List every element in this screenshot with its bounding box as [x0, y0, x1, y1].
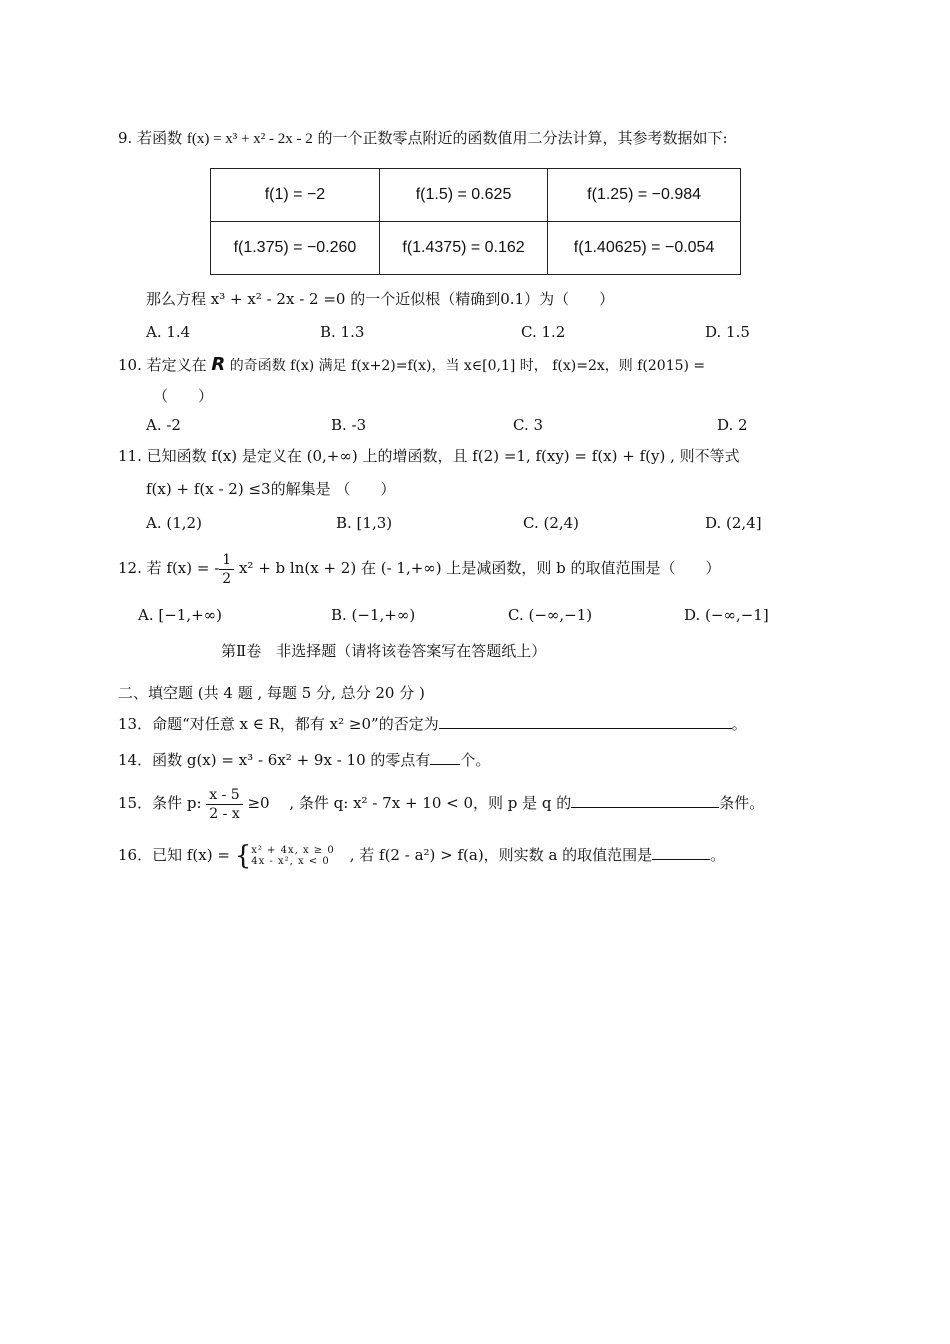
table-cell: f(1.4375) = 0.162: [379, 222, 547, 275]
table-cell: f(1.5) = 0.625: [379, 169, 547, 222]
q13-end: 。: [731, 715, 747, 733]
fraction-numerator: 1: [219, 551, 234, 570]
q9-stem-a: 9. 若函数: [118, 129, 187, 147]
q14-end: 个。: [460, 751, 491, 769]
q9-function: f(x) = x³ + x² - 2x - 2: [186, 131, 313, 147]
q12-option-c: C. (−∞,−1): [508, 606, 593, 624]
q10-stem: [118, 355, 705, 376]
q16-piecewise: [251, 845, 334, 867]
q14-text: 14．函数 g(x) = x³ - 6x² + 9x - 10 的零点有: [118, 751, 431, 769]
q12-stem: [118, 549, 721, 588]
q15: [118, 782, 764, 824]
q15-answer-blank: [571, 793, 719, 808]
q10-option-b: B. -3: [331, 416, 367, 434]
q15-end: 条件。: [719, 794, 765, 812]
q12-option-b: B. (−1,+∞): [331, 606, 416, 624]
q10-stem-a: 10. 若定义在: [118, 356, 212, 374]
q15-text-a: 15．条件 p:: [118, 794, 207, 812]
q15-fraction: [206, 786, 242, 823]
q10-stem-b: 的奇函数 f(x) 满足 f(x+2)=f(x)，当 x∈[0,1] 时， f(x)=2x，则 f(2015) =: [225, 358, 706, 374]
fraction-denominator: 2: [222, 570, 232, 587]
q9-option-a: A. 1.4: [146, 323, 191, 341]
q14-answer-blank: [430, 750, 460, 765]
piecewise-case: 4x - x², x < 0: [251, 856, 330, 867]
q12-option-a: A. [−1,+∞): [138, 606, 223, 624]
table-cell: f(1.25) = −0.984: [548, 169, 741, 222]
q9-value-table: [210, 168, 741, 275]
q12-stem-a: 12. 若 f(x) = -: [118, 559, 220, 577]
q9-option-c: C. 1.2: [521, 323, 566, 341]
q9-follow: 那么方程 x³ + x² - 2x - 2 =0 的一个近似根（精确到0.1）为（ ）: [146, 290, 615, 308]
q16-text-a: 16．已知 f(x) =: [118, 846, 235, 864]
q11-option-c: C. (2,4): [523, 514, 580, 532]
part-heading: 二、填空题 (共 4 题 , 每题 5 分, 总分 20 分 ): [118, 684, 425, 702]
q16-end: 。: [710, 846, 726, 864]
table-cell: f(1) = −2: [211, 169, 380, 222]
q13-answer-blank: [439, 714, 732, 729]
piecewise-case: x² + 4x, x ≥ 0: [251, 845, 335, 856]
fraction-denominator: 2 - x: [209, 805, 240, 822]
q9-stem-b: 的一个正数零点附近的函数值用二分法计算，其参考数据如下:: [312, 129, 728, 147]
q9-stem: [118, 128, 728, 149]
q10-option-a: A. -2: [146, 416, 181, 434]
q10-option-c: C. 3: [513, 416, 544, 434]
q11-option-b: B. [1,3): [336, 514, 393, 532]
table-cell: f(1.40625) = −0.054: [548, 222, 741, 275]
q11-option-a: A. (1,2): [146, 514, 202, 532]
q13-text: 13．命题“对任意 x ∈ R，都有 x² ≥0”的否定为: [118, 715, 439, 733]
table-row: [211, 169, 741, 222]
q15-text-b: ≥0 , 条件 q: x² - 7x + 10 < 0，则 p 是 q 的: [242, 794, 572, 812]
q11-line1: 11. 已知函数 f(x) 是定义在 (0,+∞) 上的增函数，且 f(2) =1, f(xy) = f(x) + f(y) , 则不等式: [118, 447, 740, 465]
table-cell: f(1.375) = −0.260: [211, 222, 380, 275]
q10-paren: （ ）: [153, 387, 214, 405]
q14: [118, 750, 490, 770]
q10-real-r: R: [211, 354, 226, 375]
q9-option-d: D. 1.5: [705, 323, 750, 341]
q13: [118, 714, 747, 734]
q12-stem-b: x² + b ln(x + 2) 在 (- 1,+∞) 上是减函数，则 b 的取值范围是（ ）: [234, 559, 721, 577]
section-title: 第Ⅱ卷 非选择题（请将该卷答案写在答题纸上）: [221, 642, 547, 660]
table-row: [211, 222, 741, 275]
q12-option-d: D. (−∞,−1]: [684, 606, 769, 624]
q16-text-b: , 若 f(2 - a²) > f(a)，则实数 a 的取值范围是: [334, 846, 653, 864]
q11-option-d: D. (2,4]: [705, 514, 762, 532]
brace-icon: {: [234, 841, 252, 871]
q16: [118, 838, 725, 873]
q9-option-b: B. 1.3: [320, 323, 365, 341]
fraction-numerator: x - 5: [206, 786, 242, 805]
q11-line2: f(x) + f(x - 2) ≤3的解集是 （ ）: [146, 480, 396, 498]
q16-answer-blank: [652, 845, 710, 860]
q10-option-d: D. 2: [717, 416, 748, 434]
q12-fraction: [219, 551, 234, 588]
